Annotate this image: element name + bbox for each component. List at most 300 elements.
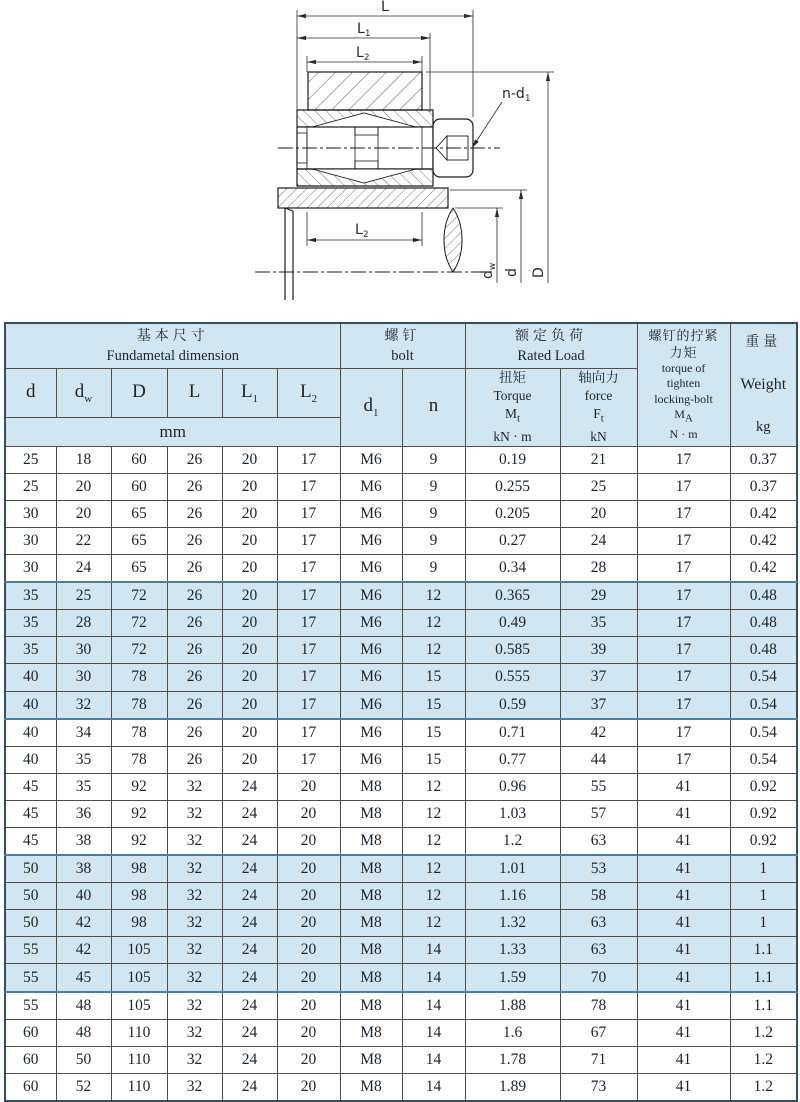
force-zh: 轴向力 (578, 370, 619, 385)
table-cell: M8 (340, 910, 402, 937)
table-cell: 35 (5, 582, 56, 610)
table-cell: 1.59 (465, 964, 560, 992)
dim-label-d: d (504, 268, 520, 277)
table-cell: 17 (637, 664, 730, 691)
table-cell: 105 (111, 992, 167, 1020)
table-cell: 41 (637, 828, 730, 856)
weight-zh: 重量 (745, 334, 782, 350)
dimension-group-zh: 基本尺寸 (136, 328, 209, 344)
table-cell: 0.49 (465, 610, 560, 637)
table-cell: M6 (340, 691, 402, 719)
header-col-torque (465, 369, 560, 447)
table-cell: 20 (560, 500, 637, 527)
table-cell: 32 (167, 773, 222, 800)
table-cell: 32 (167, 1046, 222, 1073)
table-cell: 24 (222, 937, 277, 964)
table-cell: 24 (222, 828, 277, 856)
dim-label-n-d1: $n-d_1$ (502, 86, 531, 104)
table-row (5, 473, 797, 500)
table-cell: 1.89 (465, 1073, 560, 1101)
table-cell: M8 (340, 828, 402, 856)
table-cell: 20 (277, 855, 340, 883)
table-row (5, 719, 797, 747)
table-cell: 24 (222, 964, 277, 992)
table-cell: 14 (402, 937, 465, 964)
table-cell: M8 (340, 773, 402, 800)
table-cell: 39 (560, 637, 637, 664)
header-col-d1: $d_1$ (340, 369, 402, 447)
table-cell: 60 (5, 1046, 56, 1073)
table-cell: 28 (560, 555, 637, 583)
table-cell: 40 (5, 719, 56, 747)
table-cell: 17 (277, 691, 340, 719)
table-cell: 0.77 (465, 746, 560, 773)
weight-en: Weight (740, 376, 787, 394)
table-cell: 65 (111, 527, 167, 554)
table-cell: M8 (340, 1046, 402, 1073)
table-cell: 30 (56, 637, 111, 664)
table-cell: 17 (277, 664, 340, 691)
table-cell: 15 (402, 719, 465, 747)
table-cell: 26 (167, 473, 222, 500)
table-cell: 17 (277, 582, 340, 610)
table-cell: 24 (222, 855, 277, 883)
table-cell: 17 (637, 527, 730, 554)
table-cell: 30 (5, 527, 56, 554)
table-cell: 1.1 (730, 992, 797, 1020)
torque-zh: 扭矩 (499, 370, 527, 385)
table-cell: 42 (56, 937, 111, 964)
header-col-force (560, 369, 637, 447)
table-cell: 32 (167, 992, 222, 1020)
table-cell: 25 (5, 473, 56, 500)
table-cell: 32 (167, 937, 222, 964)
header-col-locking-torque (637, 323, 730, 446)
table-cell: 20 (277, 964, 340, 992)
table-cell: 20 (222, 664, 277, 691)
table-cell: 92 (111, 773, 167, 800)
table-cell: M8 (340, 883, 402, 910)
table-cell: 110 (111, 1019, 167, 1046)
table-cell: 72 (111, 637, 167, 664)
table-cell: 0.42 (730, 527, 797, 554)
table-cell: 41 (637, 1073, 730, 1101)
table-cell: 40 (56, 883, 111, 910)
table-cell: 32 (167, 910, 222, 937)
table-cell: 63 (560, 937, 637, 964)
table-cell: 24 (222, 910, 277, 937)
table-cell: 53 (560, 855, 637, 883)
table-cell: 71 (560, 1046, 637, 1073)
table-cell: 0.48 (730, 582, 797, 610)
table-cell: 36 (56, 800, 111, 827)
table-cell: 26 (167, 664, 222, 691)
header-col-n: n (402, 369, 465, 447)
table-cell: 58 (560, 883, 637, 910)
table-cell: M8 (340, 1019, 402, 1046)
table-cell: 0.48 (730, 637, 797, 664)
table-cell: 1.6 (465, 1019, 560, 1046)
table-cell: 32 (167, 883, 222, 910)
dim-label-dw: $d_w$ (480, 262, 498, 279)
table-cell: 20 (277, 992, 340, 1020)
table-cell: 25 (560, 473, 637, 500)
table-cell: 45 (56, 964, 111, 992)
shaft-hub-section (278, 188, 462, 300)
table-cell: 17 (637, 719, 730, 747)
table-cell: 0.34 (465, 555, 560, 583)
table-cell: 65 (111, 555, 167, 583)
table-cell: 60 (111, 473, 167, 500)
table-cell: 41 (637, 773, 730, 800)
table-cell: 1.2 (465, 828, 560, 856)
table-cell: 50 (5, 883, 56, 910)
table-row (5, 828, 797, 856)
locking-zh-2: 力矩 (669, 344, 698, 360)
table-cell: M6 (340, 582, 402, 610)
table-cell: 41 (637, 964, 730, 992)
table-cell: 55 (560, 773, 637, 800)
table-cell: 17 (637, 473, 730, 500)
table-cell: 0.27 (465, 527, 560, 554)
header-col-D: D (111, 369, 167, 418)
table-cell: 20 (222, 746, 277, 773)
table-cell: M6 (340, 719, 402, 747)
table-cell: 41 (637, 910, 730, 937)
table-cell: 24 (56, 555, 111, 583)
force-en: force (584, 388, 613, 403)
table-cell: 17 (637, 746, 730, 773)
table-cell: 63 (560, 828, 637, 856)
table-cell: 17 (637, 582, 730, 610)
table-row (5, 527, 797, 554)
table-cell: 1.2 (730, 1046, 797, 1073)
table-cell: 24 (222, 1019, 277, 1046)
locking-zh-1: 螺钉的拧紧 (648, 327, 719, 343)
table-cell: 55 (5, 964, 56, 992)
table-cell: 78 (111, 719, 167, 747)
table-cell: 110 (111, 1046, 167, 1073)
table-row (5, 446, 797, 473)
table-cell: 26 (167, 555, 222, 583)
locking-en-1: torque of (661, 360, 706, 375)
locking-en-2: tighten (666, 376, 701, 391)
table-cell: 30 (5, 555, 56, 583)
dim-label-L2-lower: $L_2$ (355, 222, 369, 240)
table-cell: 20 (222, 719, 277, 747)
table-cell: 0.585 (465, 637, 560, 664)
table-cell: 98 (111, 910, 167, 937)
table-row (5, 855, 797, 883)
table-cell: 50 (5, 910, 56, 937)
table-cell: 60 (5, 1019, 56, 1046)
table-cell: 24 (222, 1073, 277, 1101)
table-cell: 38 (56, 828, 111, 856)
weight-unit: kg (756, 418, 771, 435)
table-cell: 98 (111, 883, 167, 910)
table-cell: 12 (402, 883, 465, 910)
table-cell: M6 (340, 555, 402, 583)
table-cell: 48 (56, 1019, 111, 1046)
table-cell: 26 (167, 719, 222, 747)
table-cell: 24 (222, 800, 277, 827)
table-cell: 26 (167, 500, 222, 527)
force-symbol: $F_t$ (593, 406, 604, 425)
table-row (5, 500, 797, 527)
table-cell: 78 (560, 992, 637, 1020)
table-cell: 57 (560, 800, 637, 827)
table-cell: 32 (167, 1019, 222, 1046)
table-cell: 70 (560, 964, 637, 992)
table-cell: 0.48 (730, 610, 797, 637)
table-cell: 0.42 (730, 555, 797, 583)
table-cell: 35 (560, 610, 637, 637)
table-cell: M6 (340, 746, 402, 773)
table-cell: 32 (167, 964, 222, 992)
table-cell: 45 (5, 828, 56, 856)
load-group-en: Rated Load (517, 347, 585, 364)
table-cell: 17 (637, 637, 730, 664)
table-row (5, 910, 797, 937)
table-cell: 14 (402, 1046, 465, 1073)
table-cell: 72 (111, 582, 167, 610)
table-cell: 37 (560, 691, 637, 719)
table-cell: 20 (222, 555, 277, 583)
load-group-zh: 额定负荷 (515, 328, 588, 344)
table-cell: 72 (111, 610, 167, 637)
table-cell: 1.32 (465, 910, 560, 937)
table-cell: 40 (5, 664, 56, 691)
table-cell: 42 (560, 719, 637, 747)
table-cell: 41 (637, 855, 730, 883)
table-row (5, 964, 797, 992)
table-cell: 20 (277, 1019, 340, 1046)
table-cell: 12 (402, 910, 465, 937)
table-cell: 32 (167, 828, 222, 856)
table-cell: 20 (56, 473, 111, 500)
header-group-dimension (5, 323, 340, 369)
table-cell: 26 (167, 446, 222, 473)
header-col-dw: $d_w$ (56, 369, 111, 418)
table-cell: 24 (222, 883, 277, 910)
table-cell: 37 (560, 664, 637, 691)
table-cell: 55 (5, 992, 56, 1020)
table-cell: M8 (340, 964, 402, 992)
table-cell: 45 (5, 800, 56, 827)
table-cell: 50 (56, 1046, 111, 1073)
table-cell: 14 (402, 964, 465, 992)
table-cell: 22 (56, 527, 111, 554)
header-col-L: L (167, 369, 222, 418)
table-row (5, 746, 797, 773)
table-cell: 0.92 (730, 800, 797, 827)
table-cell: 20 (277, 828, 340, 856)
table-cell: 0.42 (730, 500, 797, 527)
table-cell: 0.19 (465, 446, 560, 473)
table-cell: 34 (56, 719, 111, 747)
table-cell: 42 (56, 910, 111, 937)
table-cell: 17 (277, 527, 340, 554)
table-cell: 20 (222, 610, 277, 637)
table-cell: M6 (340, 500, 402, 527)
table-cell: 40 (5, 691, 56, 719)
table-cell: 41 (637, 800, 730, 827)
table-cell: 1.2 (730, 1019, 797, 1046)
table-cell: 41 (637, 1046, 730, 1073)
table-cell: 12 (402, 828, 465, 856)
table-cell: 0.59 (465, 691, 560, 719)
table-cell: 65 (111, 500, 167, 527)
table-cell: 9 (402, 446, 465, 473)
header-unit-mm: mm (5, 417, 340, 446)
table-cell: 17 (637, 446, 730, 473)
table-cell: 78 (111, 664, 167, 691)
dim-label-D: D (531, 267, 547, 278)
table-row (5, 883, 797, 910)
dim-label-L1: $L_1$ (357, 21, 371, 39)
table-cell: 25 (5, 446, 56, 473)
table-cell: 15 (402, 691, 465, 719)
table-cell: 0.54 (730, 746, 797, 773)
table-cell: 24 (222, 1046, 277, 1073)
table-cell: 35 (56, 773, 111, 800)
table-cell: 20 (277, 910, 340, 937)
table-cell: 17 (277, 473, 340, 500)
table-cell: 17 (277, 746, 340, 773)
table-cell: 20 (222, 691, 277, 719)
table-cell: 55 (5, 937, 56, 964)
shaft-break-section (444, 208, 462, 272)
table-cell: 17 (277, 500, 340, 527)
table-cell: 9 (402, 527, 465, 554)
table-cell: 1 (730, 855, 797, 883)
table-cell: 0.37 (730, 473, 797, 500)
table-cell: 1.88 (465, 992, 560, 1020)
table-row (5, 691, 797, 719)
table-cell: 41 (637, 883, 730, 910)
table-cell: 14 (402, 1073, 465, 1101)
table-cell: M8 (340, 800, 402, 827)
table-cell: 35 (5, 610, 56, 637)
table-cell: 20 (277, 937, 340, 964)
table-cell: 60 (5, 1073, 56, 1101)
table-cell: 20 (277, 800, 340, 827)
table-cell: 0.54 (730, 719, 797, 747)
table-cell: 0.71 (465, 719, 560, 747)
table-cell: 12 (402, 610, 465, 637)
table-cell: 32 (167, 855, 222, 883)
table-cell: 30 (5, 500, 56, 527)
table-cell: 0.54 (730, 664, 797, 691)
outer-ring-section (308, 72, 422, 110)
bolt-group-en: bolt (391, 347, 414, 364)
table-cell: 32 (167, 800, 222, 827)
table-cell: 12 (402, 855, 465, 883)
table-cell: 26 (167, 527, 222, 554)
table-cell: 24 (560, 527, 637, 554)
dim-label-L2: $L_2$ (356, 45, 370, 63)
table-cell: 35 (56, 746, 111, 773)
table-cell: 20 (277, 1073, 340, 1101)
table-cell: 17 (637, 555, 730, 583)
table-cell: 98 (111, 855, 167, 883)
table-cell: 0.255 (465, 473, 560, 500)
table-cell: 26 (167, 691, 222, 719)
header-group-load (465, 323, 637, 369)
table-cell: 0.365 (465, 582, 560, 610)
table-cell: 0.92 (730, 828, 797, 856)
locking-en-3: locking-bolt (654, 391, 713, 406)
table-cell: 60 (111, 446, 167, 473)
table-row (5, 1073, 797, 1101)
table-cell: 24 (222, 992, 277, 1020)
table-cell: M8 (340, 1073, 402, 1101)
table-cell: 48 (56, 992, 111, 1020)
table-cell: 12 (402, 800, 465, 827)
table-cell: 1.2 (730, 1073, 797, 1101)
locking-symbol: $M_A$ (674, 407, 693, 425)
table-cell: 0.205 (465, 500, 560, 527)
table-cell: 32 (56, 691, 111, 719)
table-cell: 63 (560, 910, 637, 937)
table-cell: 35 (5, 637, 56, 664)
table-cell: 1.1 (730, 964, 797, 992)
table-cell: 12 (402, 637, 465, 664)
table-cell: 1 (730, 910, 797, 937)
table-cell: 26 (167, 610, 222, 637)
table-cell: 1 (730, 883, 797, 910)
torque-unit: kN · m (493, 428, 532, 444)
table-cell: 15 (402, 746, 465, 773)
table-cell: 92 (111, 800, 167, 827)
table-cell: 41 (637, 992, 730, 1020)
table-cell: 20 (222, 582, 277, 610)
table-cell: 1.1 (730, 937, 797, 964)
table-cell: 41 (637, 937, 730, 964)
table-row (5, 773, 797, 800)
table-cell: 44 (560, 746, 637, 773)
table-cell: 12 (402, 773, 465, 800)
table-cell: 92 (111, 828, 167, 856)
table-cell: 0.54 (730, 691, 797, 719)
header-col-L1: $L_1$ (222, 369, 277, 418)
spec-table-body (5, 446, 797, 1101)
header-group-bolt (340, 323, 465, 369)
table-cell: 29 (560, 582, 637, 610)
table-cell: 26 (167, 582, 222, 610)
table-cell: 78 (111, 691, 167, 719)
dim-label-L: L (381, 0, 389, 15)
table-cell: 20 (56, 500, 111, 527)
table-cell: 20 (277, 1046, 340, 1073)
table-cell: 17 (637, 691, 730, 719)
table-cell: M8 (340, 992, 402, 1020)
header-col-L2: $L_2$ (277, 369, 340, 418)
dimension-group-en: Fundametal dimension (106, 347, 240, 364)
table-row (5, 992, 797, 1020)
table-cell: 110 (111, 1073, 167, 1101)
header-col-weight (730, 323, 797, 446)
table-cell: M6 (340, 473, 402, 500)
table-row (5, 637, 797, 664)
table-cell: 78 (111, 746, 167, 773)
table-cell: 28 (56, 610, 111, 637)
torque-en: Torque (493, 388, 532, 403)
table-cell: 0.37 (730, 446, 797, 473)
table-cell: 52 (56, 1073, 111, 1101)
table-cell: M6 (340, 637, 402, 664)
table-cell: 20 (222, 637, 277, 664)
